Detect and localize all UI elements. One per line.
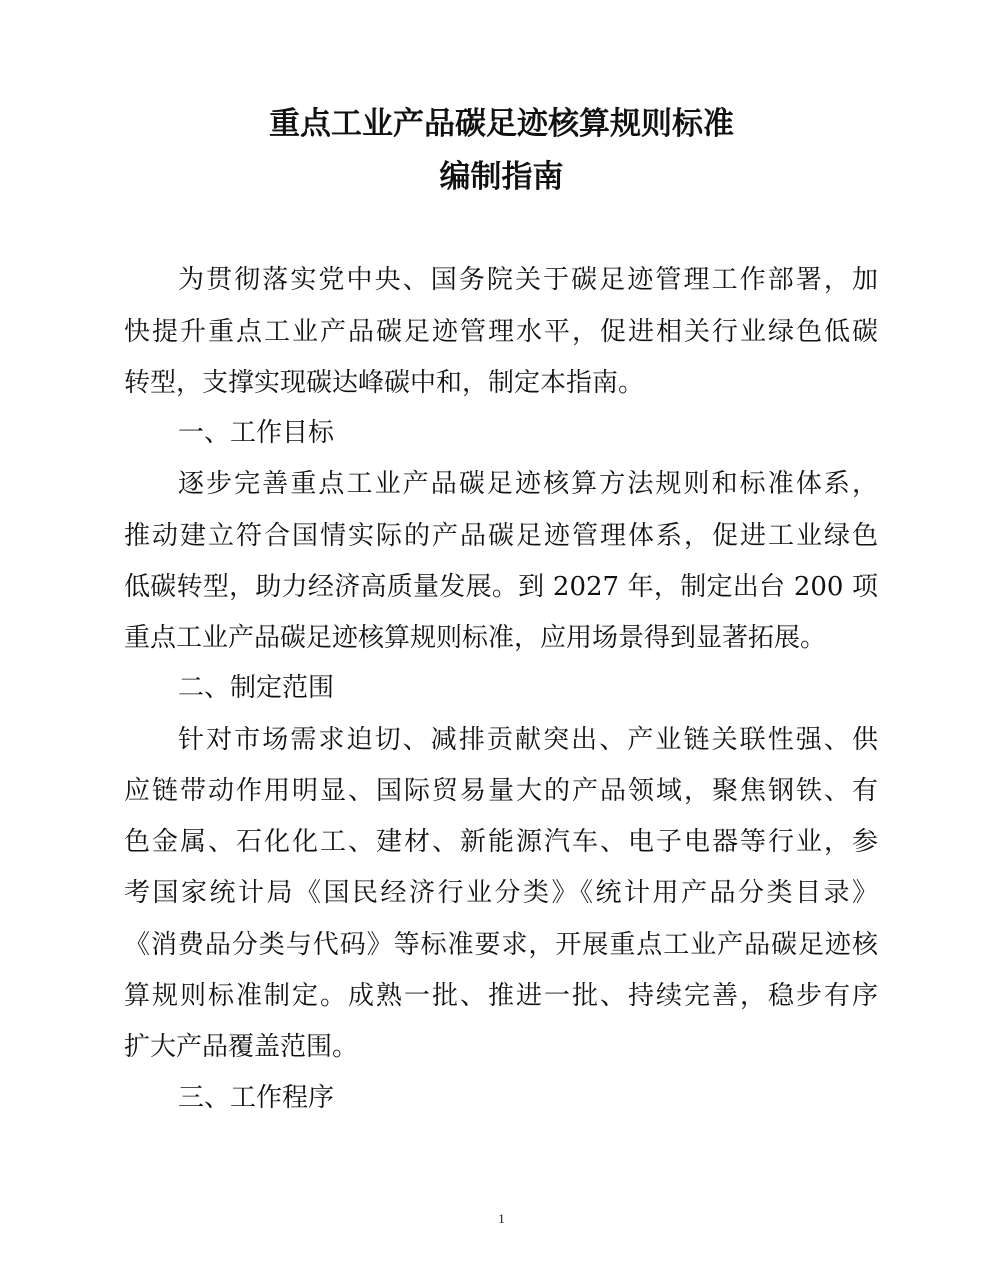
- scope-line-4: 考国家统计局《国民经济行业分类》《统计用产品分类目录》: [124, 878, 878, 908]
- scope-line-5: 《消费品分类与代码》等标准要求，开展重点工业产品碳足迹核: [124, 930, 878, 960]
- document-title: 重点工业产品碳足迹核算规则标准: [269, 106, 734, 142]
- page-number: 1: [498, 1211, 505, 1226]
- scope-line-3: 色金属、石化化工、建材、新能源汽车、电子电器等行业，参: [124, 827, 878, 857]
- goals-line-4: 重点工业产品碳足迹核算规则标准，应用场景得到显著拓展。: [124, 623, 827, 653]
- intro-line-2: 快提升重点工业产品碳足迹管理水平，促进相关行业绿色低碳: [124, 317, 878, 347]
- section-heading-procedure: 三、工作程序: [178, 1083, 335, 1113]
- scope-line-7: 扩大产品覆盖范围。: [124, 1032, 359, 1062]
- intro-line-3: 转型，支撑实现碳达峰碳中和，制定本指南。: [124, 368, 645, 398]
- intro-line-1: 为贯彻落实党中央、国务院关于碳足迹管理工作部署，加: [178, 265, 878, 295]
- scope-line-6: 算规则标准制定。成熟一批、推进一批、持续完善，稳步有序: [124, 981, 878, 1011]
- goals-line-3: 低碳转型，助力经济高质量发展。到 2027 年，制定出台 200 项: [124, 572, 878, 602]
- document-subtitle: 编制指南: [439, 159, 564, 195]
- scope-line-2: 应链带动作用明显、国际贸易量大的产品领域，聚焦钢铁、有: [124, 776, 878, 806]
- section-heading-goals: 一、工作目标: [178, 418, 335, 448]
- scope-line-1: 针对市场需求迫切、减排贡献突出、产业链关联性强、供: [178, 725, 878, 755]
- section-heading-scope: 二、制定范围: [178, 673, 335, 703]
- goals-line-1: 逐步完善重点工业产品碳足迹核算方法规则和标准体系，: [178, 469, 878, 499]
- goals-line-2: 推动建立符合国情实际的产品碳足迹管理体系，促进工业绿色: [124, 521, 878, 551]
